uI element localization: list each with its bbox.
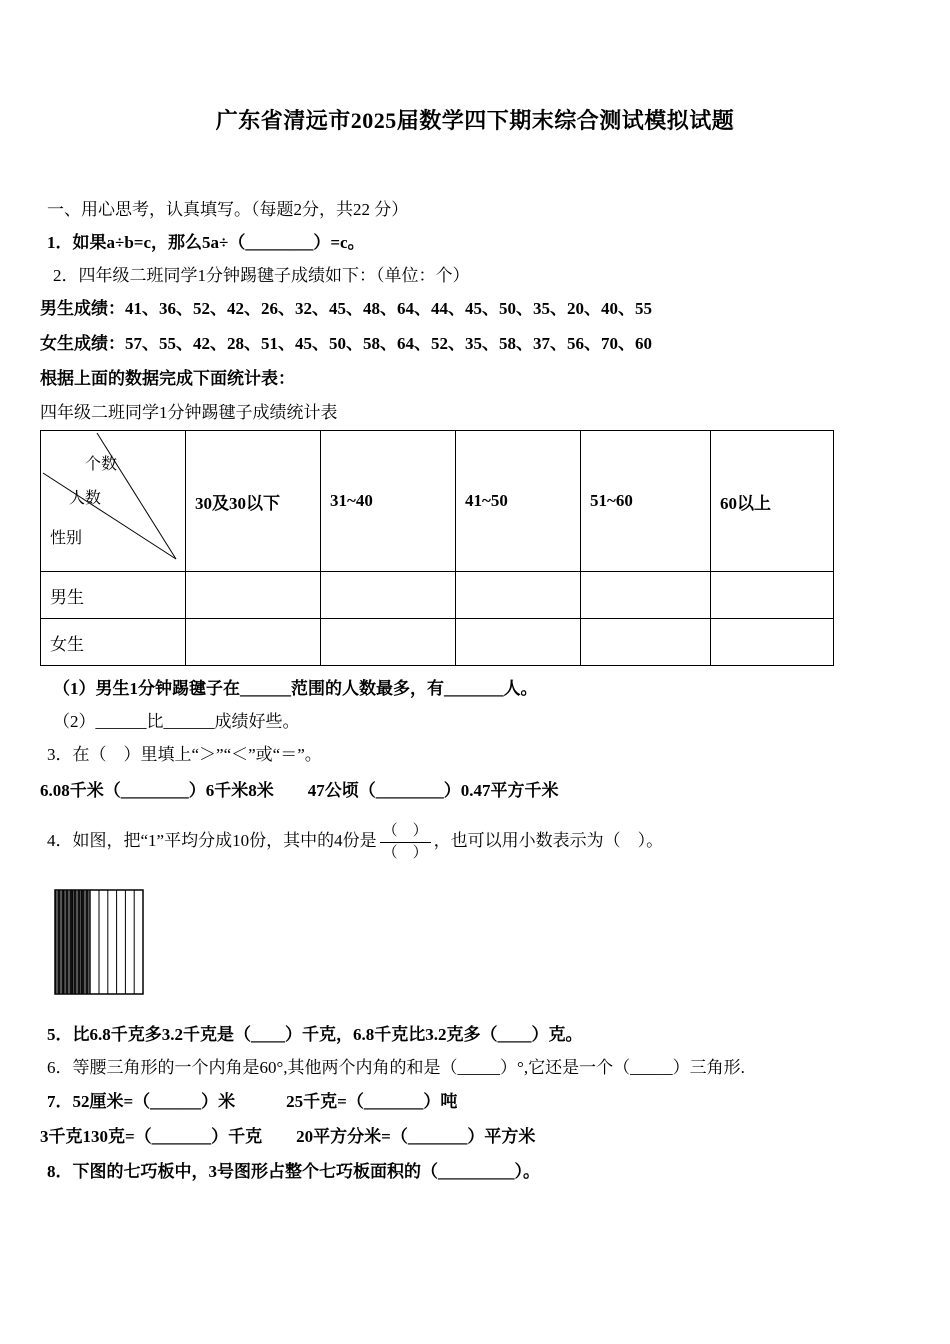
table-cell-empty: [456, 572, 581, 619]
table-row-label-boys: 男生: [41, 572, 186, 619]
corner-label-gender: 性别: [50, 530, 83, 547]
question-2-sub1: （1）男生1分钟踢毽子在______范围的人数最多，有_______人。: [53, 679, 538, 698]
question-2-intro: 2．四年级二班同学1分钟踢毽子成绩如下：（单位：个）: [53, 266, 470, 285]
table-col-header-2: 41~50: [456, 431, 581, 572]
question-7-line2: 3千克130克=（_______）千克 20平方分米=（_______）平方米: [40, 1126, 536, 1146]
question-3: 3．在（ ）里填上“＞”“＜”或“＝”。: [47, 745, 322, 764]
question-2-sub2: （2）______比______成绩好些。: [53, 712, 300, 731]
table-col-header-3: 51~60: [581, 431, 711, 572]
question-4-figure: [54, 889, 910, 1000]
page-title: 广东省清远市2025届数学四下期末综合测试模拟试题: [215, 108, 735, 133]
table-row-label-girls: 女生: [41, 619, 186, 666]
question-1: 1．如果a÷b=c，那么5a÷（________）=c。: [47, 233, 365, 252]
corner-label-count: 个数: [85, 456, 118, 473]
fraction-denominator: （ ）: [382, 844, 428, 861]
table-cell-empty: [186, 619, 321, 666]
table-row-girls: [41, 619, 834, 666]
score-table: [40, 430, 834, 666]
table-cell-empty: [321, 572, 456, 619]
table-cell-empty: [186, 572, 321, 619]
table-cell-empty: [711, 572, 834, 619]
question-3-compare-line: 6.08千米（________）6千米8米 47公顷（________）0.47平方千米: [40, 781, 559, 800]
question-4-text-before: 4．如图，把“1”平均分成10份，其中的4份是: [47, 831, 377, 851]
table-cell-empty: [711, 619, 834, 666]
table-col-header-0: 30及30以下: [186, 431, 321, 572]
question-7-line1: 7．52厘米=（______）米 25千克=（_______）吨: [47, 1091, 458, 1111]
fraction-numerator: （ ）: [380, 822, 431, 843]
fraction-blank: [380, 822, 431, 863]
fraction-strip-figure: [54, 889, 144, 995]
corner-label-people: 人数: [69, 490, 102, 507]
table-cell-empty: [581, 619, 711, 666]
question-4: [47, 808, 910, 863]
question-2-girls-scores: 女生成绩：57、55、42、28、51、45、50、58、64、52、35、58、37、56、70、60: [40, 334, 652, 353]
section-heading: 一、用心思考，认真填写。（每题2分，共22 分）: [47, 200, 409, 219]
question-4-text-after: ，也可以用小数表示为（ ）。: [433, 831, 664, 851]
table-cell-empty: [321, 619, 456, 666]
question-2-boys-scores: 男生成绩：41、36、52、42、26、32、45、48、64、44、45、50、35、20、40、55: [40, 299, 652, 318]
table-corner-cell: [41, 431, 186, 572]
table-col-header-1: 31~40: [321, 431, 456, 572]
table-cell-empty: [456, 619, 581, 666]
question-6: 6．等腰三角形的一个内角是60°,其他两个内角的和是（_____）°,它还是一个（_____）三角形.: [47, 1057, 745, 1077]
table-col-header-4: 60以上: [711, 431, 834, 572]
table-header-row: [41, 431, 834, 572]
question-8: 8．下图的七巧板中，3号图形占整个七巧板面积的（_________）。: [47, 1161, 540, 1181]
question-2-note: 根据上面的数据完成下面统计表：: [40, 369, 295, 388]
table-cell-empty: [581, 572, 711, 619]
table-row-boys: [41, 572, 834, 619]
table-title: 四年级二班同学1分钟踢毽子成绩统计表: [40, 403, 338, 422]
question-5: 5．比6.8千克多3.2千克是（____）千克，6.8千克比3.2克多（____）克。: [47, 1024, 583, 1044]
